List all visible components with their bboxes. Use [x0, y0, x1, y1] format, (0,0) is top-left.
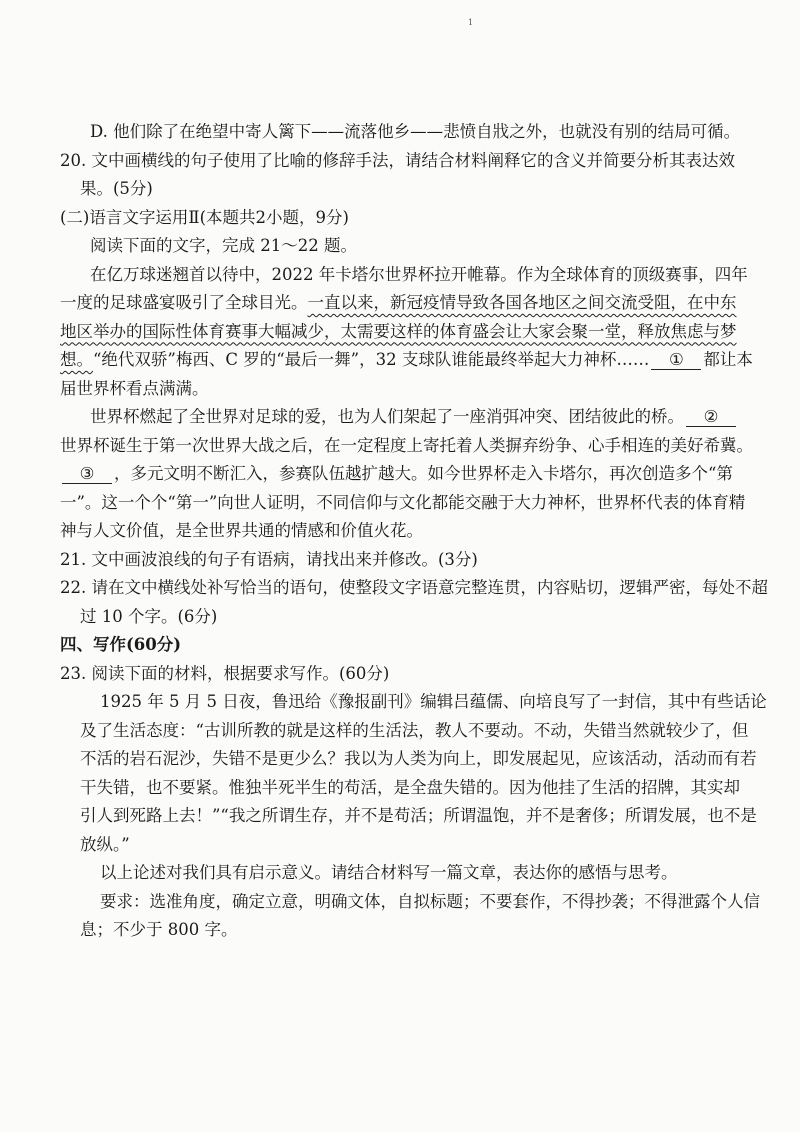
fill-blank-2: ②: [686, 408, 736, 427]
requirements-line-2: 息；不少于 800 字。: [80, 920, 238, 939]
material-line-1: 1925 年 5 月 5 日夜，鲁迅给《豫报副刊》编辑吕蕴儒、向培良写了一封信，其中有些话论: [100, 692, 767, 711]
reading-instruction: 阅读下面的文字，完成 21～22 题。: [90, 236, 357, 255]
requirements-line-1: 要求：选准角度，确定立意，明确文体，自拟标题；不要套作，不得抄袭；不得泄露个人信: [100, 891, 760, 911]
wavy-underlined-sentence-end: 想。: [60, 350, 93, 369]
wavy-underlined-sentence: 一直以来，新冠疫情导致各国各地区之间交流受阻，在中东: [307, 293, 737, 312]
fill-blank-3: ③: [62, 465, 112, 484]
question-21: 21. 文中画波浪线的句子有语病，请找出来并修改。(3分): [60, 549, 478, 569]
material-line-2: 及了生活态度：“古训所教的就是这样的生活法，教人不要动。不动，失错当然就较少了，但: [80, 720, 749, 740]
p2-line-2: 世界杯诞生于第一次世界大战之后，在一定程度上寄托着人类摒弃纷争、心手相连的美好希冀。: [60, 435, 753, 455]
page-mark: 1: [468, 18, 474, 27]
wavy-underlined-sentence-cont: 地区举办的国际性体育赛事大幅减少，太需要这样的体育盛会让大家会聚一堂，释放焦虑与梦: [60, 321, 737, 341]
question-22: [60, 574, 772, 631]
q19-option-d: D. 他们除了在绝望中寄人篱下——流落他乡——悲愤自戕之外，也就没有别的结局可循。: [90, 122, 741, 141]
q23-prompt-line: 23. 阅读下面的材料，根据要求写作。(60分): [60, 663, 390, 683]
p2-line-3: [60, 460, 772, 489]
q20-line-2: 果。(5分): [80, 179, 153, 198]
p2-line-5: 神与人文价值，是全世界共通的情感和价值火花。: [60, 521, 423, 540]
material-line-4: 干失错，也不要紧。惟独半死半生的苟活，是全盘失错的。因为他挂了生活的招牌，其实却: [80, 777, 740, 797]
p1-line-1: 在亿万球迷翘首以待中，2022 年卡塔尔世界杯拉开帷幕。作为全球体育的顶级赛事，四年: [90, 264, 748, 284]
p2-line-1a: 世界杯燃起了全世界对足球的爱，也为人们架起了一座消弭冲突、团结彼此的桥。: [90, 407, 684, 426]
material-line-6: 放纵。”: [80, 834, 130, 854]
p1-line-4: [60, 346, 772, 375]
p2-line-4: 一”。这一个个“第一”向世人证明，不同信仰与文化都能交融于大力神杯，世界杯代表的体育精: [60, 492, 746, 512]
p1-line-4c: 都让本: [703, 350, 753, 369]
question-23: [60, 660, 772, 945]
writing-prompt: 以上论述对我们具有启示意义。请结合材料写一篇文章，表达你的感悟与思考。: [100, 863, 678, 882]
q22-line-2: 过 10 个字。(6分): [80, 606, 218, 626]
p1-line-4b: “绝代双骄”梅西、C 罗的“最后一舞”，32 支球队谁能最终举起大力神杯……: [93, 350, 650, 369]
section-4-heading: 四、写作(60分): [60, 635, 182, 654]
q22-line-1: 22. 请在文中横线处补写恰当的语句，使整段文字语意完整连贯，内容贴切，逻辑严密，每处不超: [60, 578, 768, 597]
p1-line-5: 届世界杯看点满满。: [60, 378, 209, 398]
passage-paragraph-2: [60, 403, 772, 546]
p2-line-1: [60, 403, 772, 432]
fill-blank-1: ①: [651, 351, 701, 370]
material-line-3: 不活的岩石泥沙，失错不是更少么？我以为人类为向上，即发展起见，应该活动，活动而有若: [80, 749, 757, 768]
p2-line-3b: ，多元文明不断汇入，参赛队伍越扩越大。如今世界杯走入卡塔尔，再次创造多个“第: [114, 464, 733, 483]
p1-line-3: [60, 318, 772, 347]
p1-line-2: [60, 289, 772, 318]
q20-line-1: 20. 文中画横线的句子使用了比喻的修辞手法，请结合材料阐释它的含义并简要分析其表达效: [60, 150, 735, 170]
passage-paragraph-1: [60, 261, 772, 404]
exam-page-content: [60, 118, 772, 945]
question-20: [60, 147, 772, 204]
section-2-heading: (二)语言文字运用Ⅱ(本题共2小题，9分): [60, 207, 349, 227]
material-line-5: 引人到死路上去！”“我之所谓生存，并不是苟活；所谓温饱，并不是奢侈；所谓发展，也不是: [80, 806, 757, 825]
p1-line-2a: 一度的足球盛宴吸引了全球目光。: [60, 293, 308, 312]
